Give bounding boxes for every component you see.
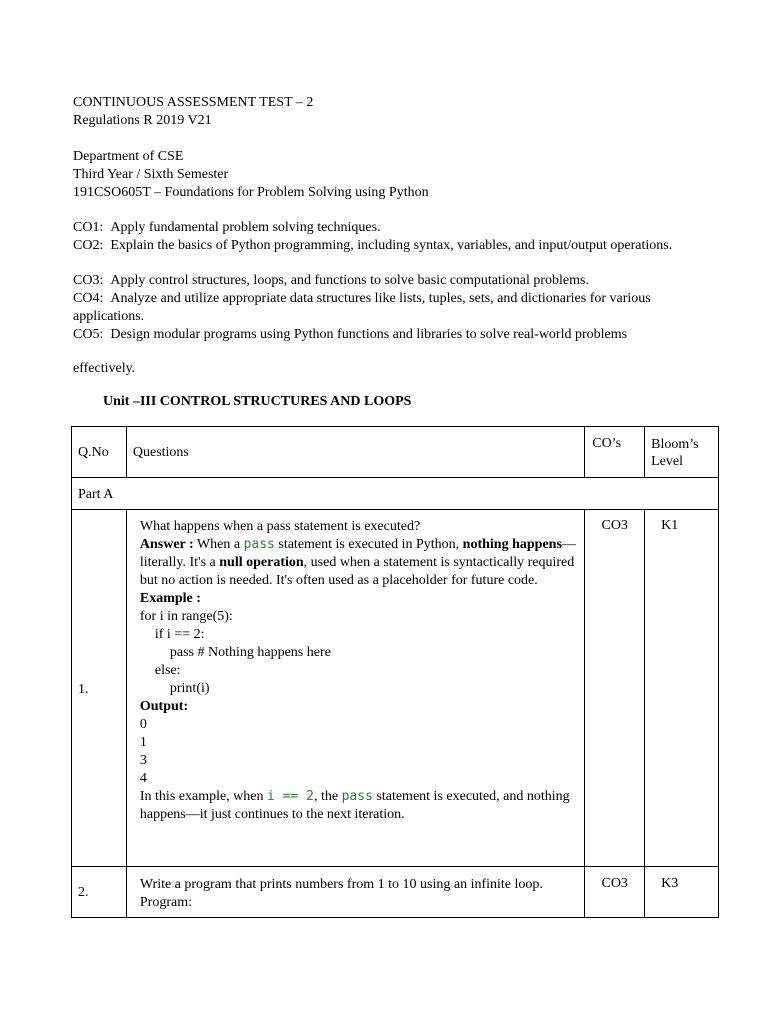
header-qno: Q.No [78,445,109,460]
course-outcome-co1: CO1: Apply fundamental problem solving techniques. [73,220,381,235]
code-line: print(i) [169,681,210,696]
test-title: CONTINUOUS ASSESSMENT TEST – 2 [73,95,314,110]
regulations: Regulations R 2019 V21 [73,113,212,128]
inline-code: pass [341,789,373,804]
bloom-level-value: K3 [661,876,679,891]
question-table [71,426,719,918]
header-cos: CO’s [592,436,622,451]
table-row [72,867,719,918]
co-value: CO3 [601,518,628,533]
code-line: if i == 2: [154,627,205,642]
question-content [127,867,584,912]
question-number: 1. [78,682,89,697]
department: Department of CSE [73,149,184,164]
inline-code: i == 2 [267,789,314,804]
part-a-label: Part A [78,487,114,502]
code-line: else: [154,663,181,678]
course-title: 191CSO605T – Foundations for Problem Solving using Python [73,185,429,200]
example-label: Example : [139,591,201,606]
question-text: Write a program that prints numbers from 1 to 10 using an infinite loop. [139,877,543,892]
answer-paragraph: Answer : When a pass statement is executed in Python, nothing happens—literally. It's a null operation, used when a statement is syntactically required but no action is needed. It's often used as a placeholder for future code. [139,537,576,588]
output-line: 4 [139,771,147,786]
question-text: What happens when a pass statement is executed? [139,519,421,534]
table-row [72,510,719,867]
part-a-row [72,478,719,510]
course-outcome-co4: CO4: Analyze and utilize appropriate data structures like lists, tuples, sets, and dictionaries for various applications. [73,291,651,324]
unit-title: Unit –III CONTROL STRUCTURES AND LOOPS [103,394,412,409]
header-blooms-level: Bloom’s Level [651,437,699,469]
course-outcome-co5: CO5: Design modular programs using Python functions and libraries to solve real-world problems [73,327,628,342]
co5-continuation: effectively. [73,361,136,376]
course-outcome-co2: CO2: Explain the basics of Python programming, including syntax, variables, and input/output operations. [73,238,673,253]
inline-code: pass [243,537,275,552]
question-content [127,510,584,824]
output-line: 0 [139,717,147,732]
table-header-row [72,427,719,478]
code-line: pass # Nothing happens here [169,645,331,660]
question-number: 2. [78,885,89,900]
output-label: Output: [139,699,189,714]
code-line: for i in range(5): [139,609,233,624]
header-questions: Questions [132,445,189,460]
output-line: 3 [139,753,147,768]
output-line: 1 [139,735,147,750]
bloom-level-value: K1 [661,518,679,533]
program-label: Program: [139,895,192,910]
year-semester: Third Year / Sixth Semester [73,167,229,182]
co-value: CO3 [601,876,628,891]
course-outcome-co3: CO3: Apply control structures, loops, and functions to solve basic computational problems. [73,273,589,288]
explanation-paragraph: In this example, when i == 2, the pass statement is executed, and nothing happens—it just continues to the next iteration. [139,789,570,822]
